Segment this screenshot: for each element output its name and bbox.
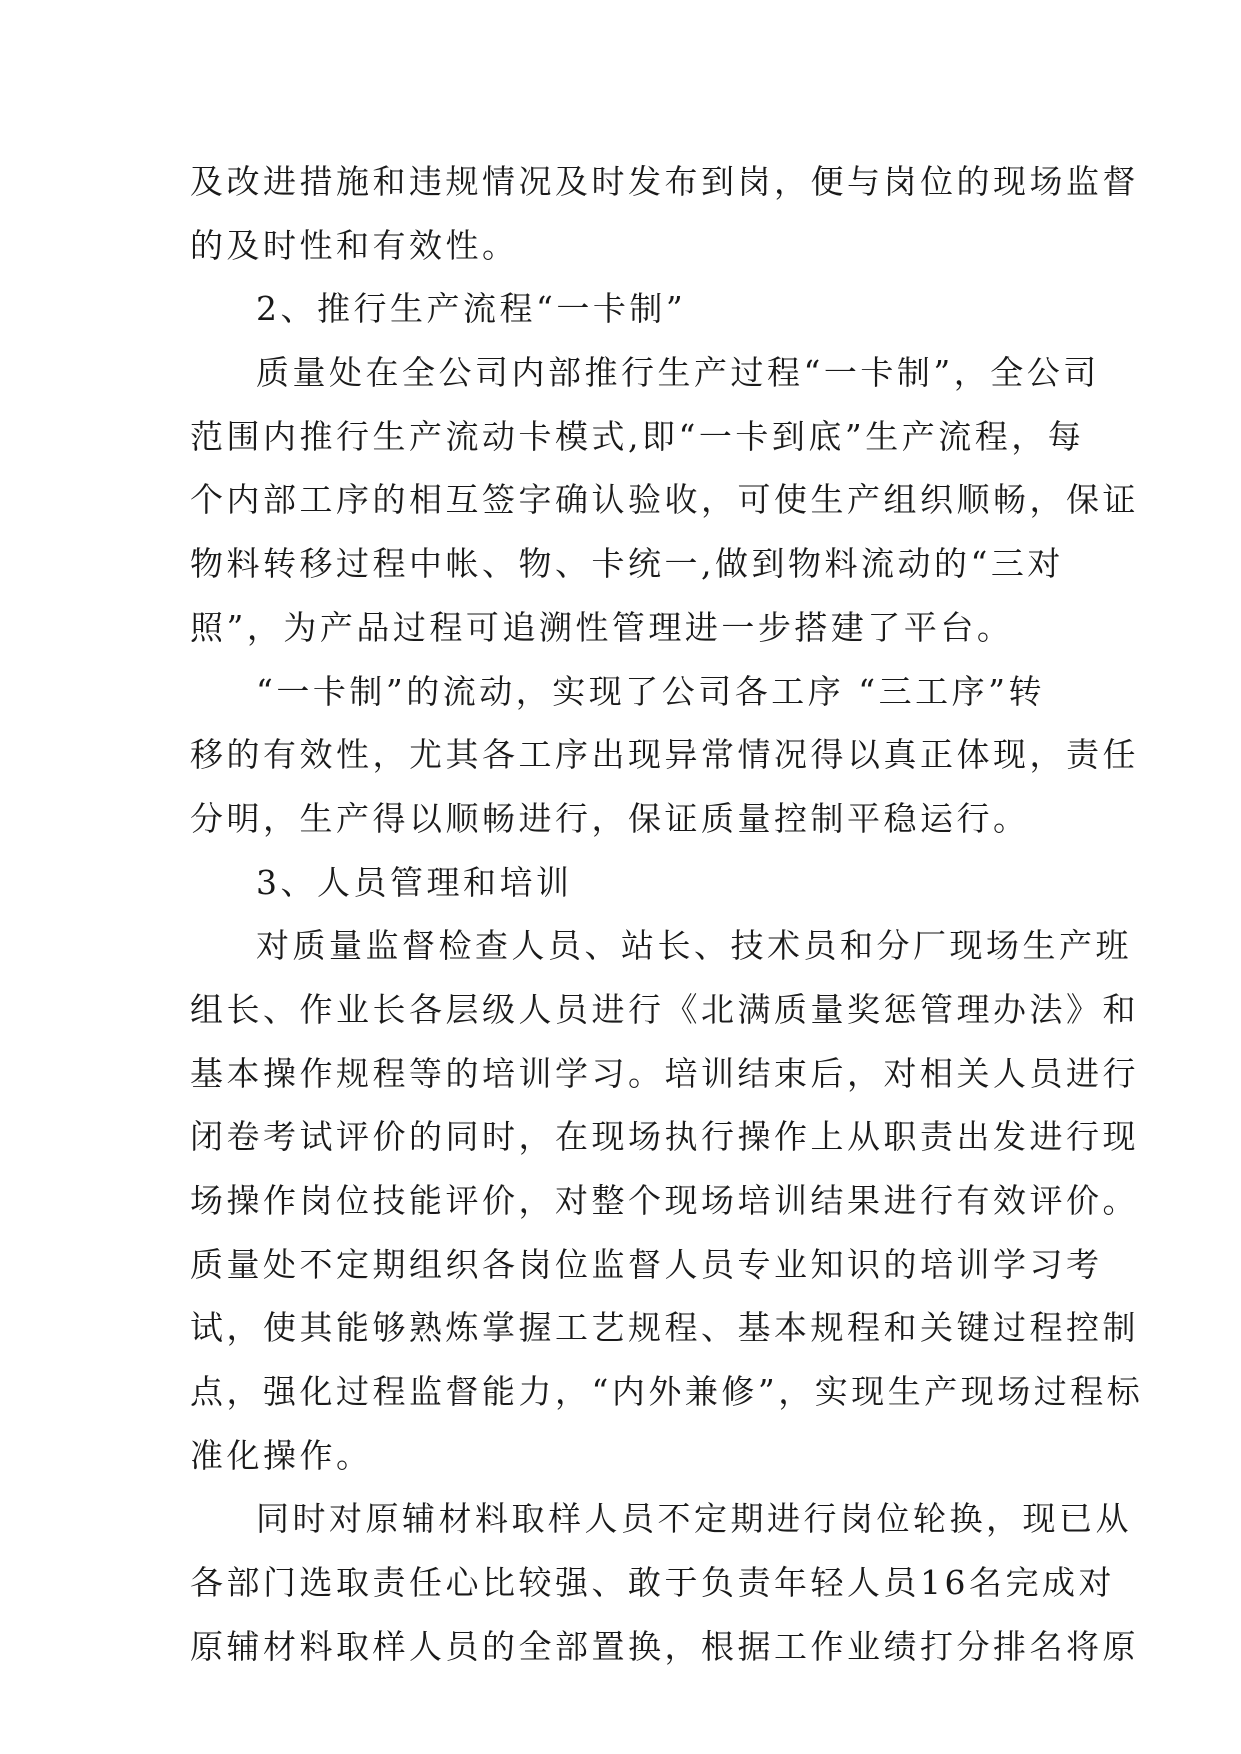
text-line: 原辅材料取样人员的全部置换，根据工作业绩打分排名将原 <box>190 1626 1139 1666</box>
text-line: 准化操作。 <box>190 1435 373 1475</box>
text-line: 质量处在全公司内部推行生产过程“一卡制”，全公司 <box>256 353 1100 393</box>
document-body <box>190 150 1144 1679</box>
text-line: 质量处不定期组织各岗位监督人员专业知识的培训学习考 <box>190 1244 1103 1284</box>
text-line: 各部门选取责任心比较强、敢于负责年轻人员16名完成对 <box>190 1563 1115 1603</box>
text-line: 分明，生产得以顺畅进行，保证质量控制平稳运行。 <box>190 798 1030 838</box>
text-line: 范围内推行生产流动卡模式,即“一卡到底”生产流程，每 <box>190 416 1085 456</box>
text-line: 移的有效性，尤其各工序出现异常情况得以真正体现，责任 <box>190 735 1139 775</box>
text-line: 场操作岗位技能评价，对整个现场培训结果进行有效评价。 <box>190 1181 1139 1220</box>
text-line: 基本操作规程等的培训学习。培训结束后，对相关人员进行 <box>190 1053 1139 1093</box>
section-heading: 3、人员管理和培训 <box>256 862 573 902</box>
text-line: 闭卷考试评价的同时，在现场执行操作上从职责出发进行现 <box>190 1117 1139 1157</box>
text-line: 照”，为产品过程可追溯性管理进一步搭建了平台。 <box>190 607 1014 647</box>
text-line: 试，使其能够熟炼掌握工艺规程、基本规程和关键过程控制 <box>190 1308 1139 1348</box>
text-line: 点，强化过程监督能力，“内外兼修”，实现生产现场过程标 <box>190 1372 1144 1412</box>
section-heading: 2、推行生产流程“一卡制” <box>256 289 687 329</box>
text-line: 的及时性和有效性。 <box>190 225 519 265</box>
text-line: 组长、作业长各层级人员进行《北满质量奖惩管理办法》和 <box>190 989 1139 1029</box>
text-line: 个内部工序的相互签字确认验收，可使生产组织顺畅，保证 <box>190 480 1139 520</box>
text-line: 物料转移过程中帐、物、卡统一,做到物料流动的“三对 <box>190 544 1064 584</box>
text-line: 及改进措施和违规情况及时发布到岗，便与岗位的现场监督 <box>190 162 1139 201</box>
text-line: “一卡制”的流动，实现了公司各工序 “三工序”转 <box>256 671 1045 711</box>
text-line: 同时对原辅材料取样人员不定期进行岗位轮换，现已从 <box>256 1499 1132 1539</box>
text-line: 对质量监督检查人员、站长、技术员和分厂现场生产班 <box>256 926 1132 966</box>
